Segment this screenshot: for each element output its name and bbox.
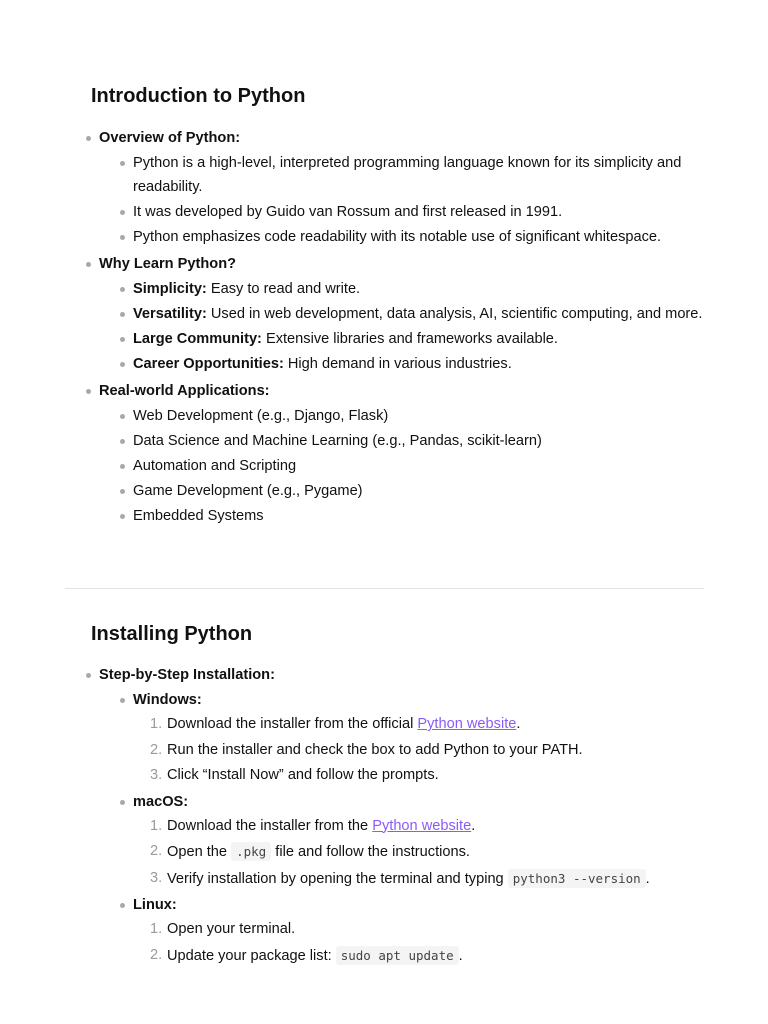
term-versatility: Versatility: — [133, 306, 207, 322]
windows-label: Windows: — [133, 692, 202, 708]
step-number: 2. — [150, 843, 163, 859]
list-item-linux — [133, 893, 720, 969]
bullet-icon — [120, 210, 125, 215]
linux-label: Linux: — [133, 897, 177, 913]
bullet-icon — [120, 287, 125, 292]
inline-code: sudo apt update — [336, 946, 459, 965]
list-item — [150, 943, 720, 970]
list-item — [133, 504, 720, 528]
why-learn-sublist — [133, 277, 720, 376]
step-text: Update your package list: — [167, 947, 336, 964]
bullet-icon — [120, 362, 125, 367]
step-text: Open the — [167, 844, 232, 860]
section-title-installing: Installing Python — [91, 623, 253, 645]
step-number: 2. — [150, 741, 163, 758]
step-text: Verify installation by opening the terminal and typing — [167, 870, 508, 887]
application-item-text: Game Development (e.g., Pygame) — [133, 483, 363, 499]
step-number: 3. — [150, 767, 163, 783]
step-number: 1. — [150, 716, 163, 732]
bullet-icon — [120, 414, 125, 419]
applications-sublist — [133, 404, 720, 528]
term-simplicity: Simplicity: — [133, 281, 207, 297]
bullet-icon — [120, 439, 125, 444]
step-text: Download the installer from the — [167, 817, 373, 834]
inline-code: python3 --version — [508, 869, 646, 888]
list-item — [133, 429, 720, 453]
step-number: 1. — [150, 921, 163, 937]
list-item — [133, 454, 720, 478]
bullet-icon — [120, 161, 125, 166]
python-website-link[interactable]: Python website — [417, 716, 517, 732]
overview-item-text: Python emphasizes code readability with its notable use of significant whitespace. — [133, 229, 662, 245]
step-number: 3. — [150, 869, 163, 886]
step-number: 1. — [150, 817, 163, 834]
list-item — [133, 327, 720, 351]
overview-item-text: Python is a high-level, interpreted programming language known for its simplicity and readability. — [133, 155, 682, 195]
list-item-windows — [133, 688, 720, 789]
bullet-icon — [86, 136, 91, 141]
application-item-text: Web Development (e.g., Django, Flask) — [133, 408, 389, 424]
bullet-icon — [120, 800, 125, 805]
macos-label: macOS: — [133, 793, 189, 810]
bullet-icon — [86, 389, 91, 394]
applications-label: Real-world Applications: — [99, 383, 270, 399]
list-item — [133, 302, 720, 326]
linux-steps — [150, 917, 720, 969]
inline-code: .pkg — [231, 842, 271, 861]
installing-list — [0, 663, 720, 969]
section-divider — [65, 588, 704, 589]
step-text: file and follow the instructions. — [271, 844, 470, 860]
list-item — [150, 866, 720, 893]
bullet-icon — [86, 262, 91, 267]
list-item-overview — [0, 126, 720, 249]
list-item — [133, 200, 720, 224]
step-text: Run the installer and check the box to add Python to your PATH. — [167, 741, 583, 758]
step-text: . — [471, 817, 476, 834]
list-item — [133, 404, 720, 428]
step-number: 2. — [150, 946, 163, 963]
term-description: Extensive libraries and frameworks available. — [261, 331, 558, 347]
term-description: High demand in various industries. — [283, 356, 512, 372]
list-item — [133, 277, 720, 301]
bullet-icon — [120, 337, 125, 342]
why-learn-label: Why Learn Python? — [99, 256, 237, 272]
step-text: Click “Install Now” and follow the prompts. — [167, 767, 439, 783]
list-item — [133, 352, 720, 376]
python-website-link[interactable]: Python website — [372, 817, 472, 834]
list-item — [150, 839, 720, 866]
application-item-text: Data Science and Machine Learning (e.g., Pandas, scikit-learn) — [133, 433, 542, 449]
step-text: . — [645, 870, 650, 887]
step-text: . — [458, 947, 463, 964]
term-description: Used in web development, data analysis, AI, scientific computing, and more. — [206, 306, 703, 322]
bullet-icon — [120, 514, 125, 519]
list-item-step-by-step — [0, 663, 720, 969]
list-item-macos — [133, 790, 720, 893]
term-large-community: Large Community: — [133, 331, 262, 347]
windows-steps — [150, 712, 720, 789]
bullet-icon — [120, 903, 125, 908]
bullet-icon — [120, 312, 125, 317]
overview-sublist — [133, 151, 720, 249]
term-description: Easy to read and write. — [206, 281, 361, 297]
application-item-text: Embedded Systems — [133, 508, 264, 524]
list-item-applications — [0, 379, 720, 528]
steps-label: Step-by-Step Installation: — [99, 667, 275, 683]
list-item — [133, 479, 720, 503]
step-text: . — [516, 716, 521, 732]
list-item — [150, 917, 720, 943]
section-title-introduction: Introduction to Python — [91, 85, 306, 107]
bullet-icon — [120, 489, 125, 494]
term-career-opportunities: Career Opportunities: — [133, 356, 284, 372]
step-text: Download the installer from the official — [167, 716, 418, 732]
list-item — [150, 763, 720, 789]
list-item-why-learn — [0, 252, 720, 376]
bullet-icon — [120, 464, 125, 469]
list-item — [133, 151, 720, 199]
step-text: Open your terminal. — [167, 921, 296, 937]
application-item-text: Automation and Scripting — [133, 458, 297, 474]
bullet-icon — [120, 235, 125, 240]
list-item — [150, 738, 720, 764]
bullet-icon — [86, 673, 91, 678]
list-item — [150, 712, 720, 738]
list-item — [133, 225, 720, 249]
os-sublist — [133, 688, 720, 969]
overview-item-text: It was developed by Guido van Rossum and first released in 1991. — [133, 204, 563, 220]
bullet-icon — [120, 698, 125, 703]
list-item — [150, 814, 720, 840]
overview-label: Overview of Python: — [99, 130, 241, 146]
introduction-list — [0, 126, 720, 528]
macos-steps — [150, 814, 720, 893]
